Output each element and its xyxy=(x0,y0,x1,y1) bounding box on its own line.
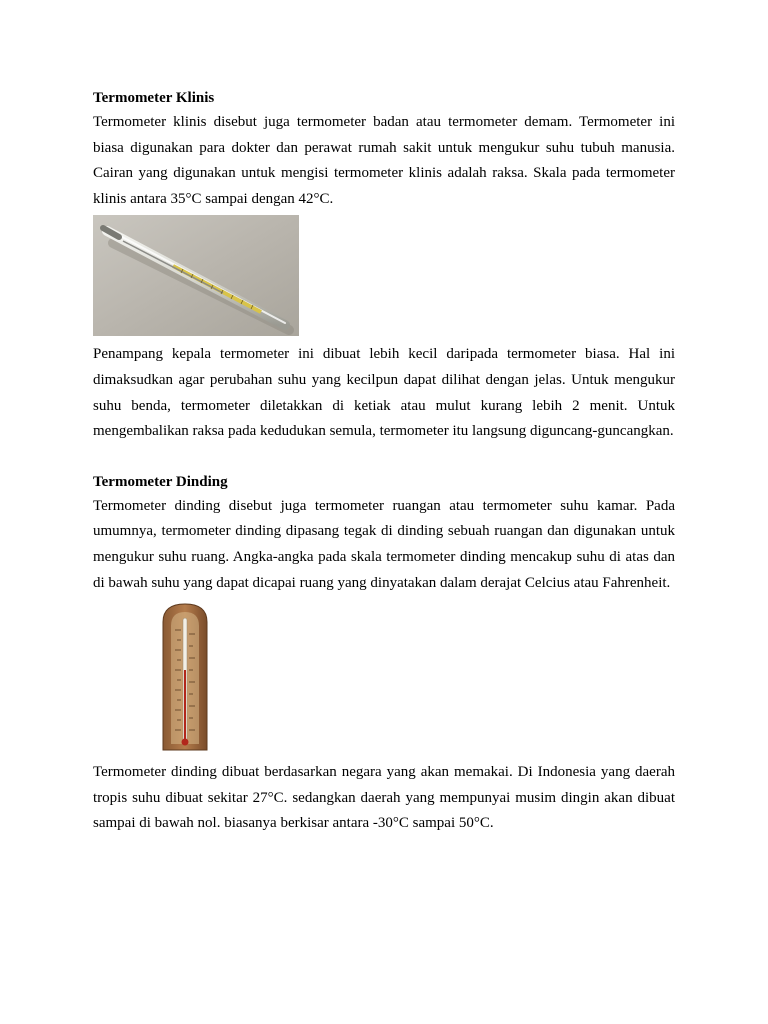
heading-termometer-klinis: Termometer Klinis xyxy=(93,90,215,106)
paragraph-klinis-penampang: Penampang kepala termometer ini dibuat lebih kecil daripada termometer biasa. Hal ini dimaksudkan agar perubahan suhu yang kecilpun dapat dilihat dengan jelas. Untuk mengukur suhu benda, termometer diletakkan di ketiak atau mulut kurang lebih 2 menit. Untuk mengembalikan raksa pada kedudukan semula, termometer itu langsung diguncang-guncangkan. xyxy=(93,346,675,440)
paragraph-dinding-intro: Termometer dinding disebut juga termometer ruangan atau termometer suhu kamar. Pada umumnya, termometer dinding dipasang tegak di dinding sebuah ruangan dan digunakan untuk mengukur suhu ruang. Angka-angka pada skala termometer dinding mencakup suhu di atas dan di bawah suhu yang dapat dicapai ruang yang dinyatakan dalam derajat Celcius atau Fahrenheit. xyxy=(93,497,675,591)
paragraph-klinis-intro: Termometer klinis disebut juga termometer badan atau termometer demam. Termometer ini biasa digunakan para dokter dan perawat rumah sakit untuk mengukur suhu tubuh manusia. Cairan yang digunakan untuk mengisi termometer klinis adalah raksa. Skala pada termometer klinis antara 35°C sampai dengan 42°C. xyxy=(93,114,675,207)
clinical-thermometer-photo xyxy=(93,215,299,336)
wall-thermometer-photo xyxy=(93,600,253,758)
paragraph-dinding-negara: Termometer dinding dibuat berdasarkan negara yang akan memakai. Di Indonesia yang daerah tropis suhu dibuat sekitar 27°C. sedangkan daerah yang mempunyai musim dingin akan dibuat sampai di bawah nol. biasanya berkisar antara -30°C sampai 50°C. xyxy=(93,764,675,832)
document-page xyxy=(93,86,675,837)
heading-termometer-dinding: Termometer Dinding xyxy=(93,473,228,490)
